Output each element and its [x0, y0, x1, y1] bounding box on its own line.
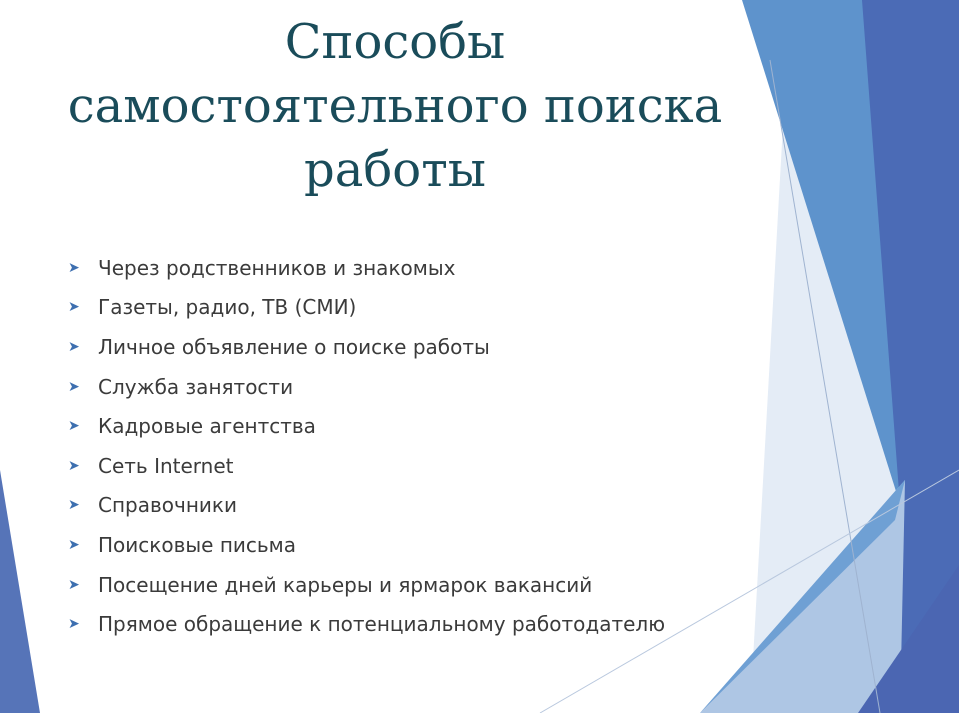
arrow-bullet-icon: ➤ [68, 338, 80, 355]
arrow-bullet-icon: ➤ [68, 457, 80, 474]
arrow-bullet-icon: ➤ [68, 378, 80, 395]
job-search-methods-list [68, 248, 748, 644]
list-item [68, 327, 748, 367]
list-item [68, 446, 748, 486]
list-item-text: Справочники [98, 493, 237, 518]
arrow-bullet-icon: ➤ [68, 536, 80, 553]
list-item [68, 565, 748, 605]
list-item [68, 248, 748, 288]
list-item [68, 406, 748, 446]
arrow-bullet-icon: ➤ [68, 576, 80, 593]
arrow-bullet-icon: ➤ [68, 299, 80, 316]
decor-shape-left-strip [0, 470, 40, 713]
list-item [68, 525, 748, 565]
list-item-text: Личное объявление о поиске работы [98, 334, 490, 359]
list-item-text: Посещение дней карьеры и ярмарок вакансий [98, 572, 593, 597]
arrow-bullet-icon: ➤ [68, 497, 80, 514]
slide-title-line: самостоятельного поиска [67, 78, 723, 134]
list-item [68, 367, 748, 407]
list-item-text: Прямое обращение к потенциальному работодателю [98, 612, 666, 637]
arrow-bullet-icon: ➤ [68, 418, 80, 435]
list-item-text: Кадровые агентства [98, 414, 316, 439]
list-item [68, 288, 748, 328]
list-item-text: Служба занятости [98, 374, 294, 399]
slide-title-line: работы [304, 142, 486, 198]
list-item-text: Через родственников и знакомых [98, 255, 456, 280]
arrow-bullet-icon: ➤ [68, 259, 80, 276]
list-item-text: Сеть Internet [98, 453, 234, 478]
slide-title [40, 10, 750, 202]
list-item-text: Поисковые письма [98, 532, 297, 557]
list-item [68, 604, 748, 644]
list-item [68, 486, 748, 526]
arrow-bullet-icon: ➤ [68, 616, 80, 633]
slide-title-line: Способы [284, 14, 506, 70]
list-item-text: Газеты, радио, ТВ (СМИ) [98, 295, 357, 320]
